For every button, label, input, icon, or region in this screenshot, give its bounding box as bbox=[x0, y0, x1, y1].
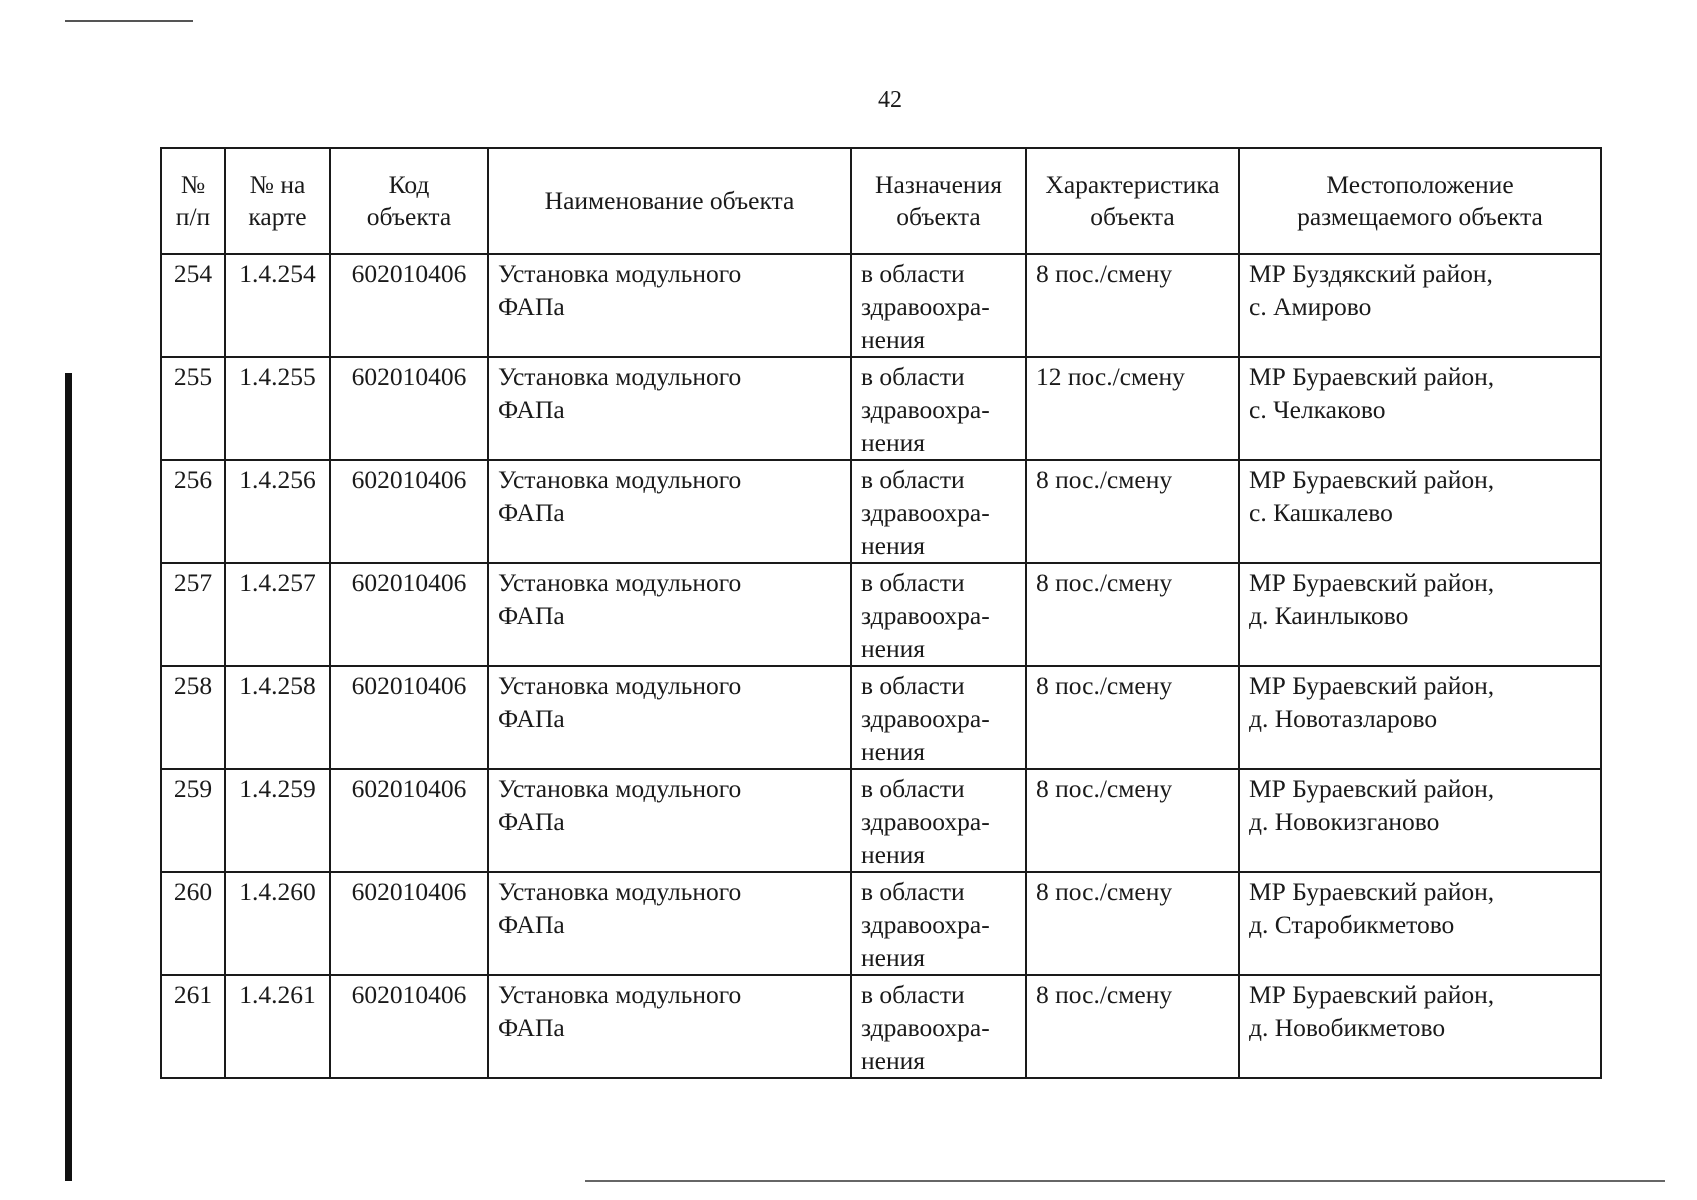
object-name-cell: Установка модульного ФАПа bbox=[488, 769, 851, 872]
object-code-cell: 602010406 bbox=[330, 254, 488, 357]
object-location-cell: МР Буздякский район, с. Амирово bbox=[1239, 254, 1601, 357]
map-number-cell: 1.4.257 bbox=[225, 563, 330, 666]
row-number-cell: 258 bbox=[161, 666, 225, 769]
object-location-cell: МР Бураевский район, д. Новобикметово bbox=[1239, 975, 1601, 1078]
object-purpose-cell: в области здравоохра- нения bbox=[851, 975, 1026, 1078]
map-number-cell: 1.4.261 bbox=[225, 975, 330, 1078]
object-name-cell: Установка модульного ФАПа bbox=[488, 254, 851, 357]
object-purpose-cell: в области здравоохра- нения bbox=[851, 666, 1026, 769]
object-location-cell: МР Бураевский район, д. Новотазларово bbox=[1239, 666, 1601, 769]
map-number-cell: 1.4.258 bbox=[225, 666, 330, 769]
object-purpose-cell: в области здравоохра- нения bbox=[851, 460, 1026, 563]
map-number-cell: 1.4.260 bbox=[225, 872, 330, 975]
row-number-cell: 259 bbox=[161, 769, 225, 872]
object-characteristic-cell: 8 пос./смену bbox=[1026, 460, 1239, 563]
row-number-cell: 255 bbox=[161, 357, 225, 460]
object-code-cell: 602010406 bbox=[330, 357, 488, 460]
object-characteristic-cell: 8 пос./смену bbox=[1026, 563, 1239, 666]
row-number-cell: 256 bbox=[161, 460, 225, 563]
page-number: 42 bbox=[878, 87, 902, 113]
object-location-cell: МР Бураевский район, д. Каинлыково bbox=[1239, 563, 1601, 666]
object-purpose-cell: в области здравоохра- нения bbox=[851, 254, 1026, 357]
table-row bbox=[161, 460, 1601, 563]
scan-margin-line-top bbox=[65, 20, 193, 22]
scan-margin-line-bottom bbox=[585, 1180, 1665, 1182]
map-number-cell: 1.4.259 bbox=[225, 769, 330, 872]
row-number-cell: 254 bbox=[161, 254, 225, 357]
object-location-cell: МР Бураевский район, с. Кашкалево bbox=[1239, 460, 1601, 563]
map-number-cell: 1.4.256 bbox=[225, 460, 330, 563]
object-location-cell: МР Бураевский район, с. Челкаково bbox=[1239, 357, 1601, 460]
table-row bbox=[161, 666, 1601, 769]
object-name-cell: Установка модульного ФАПа bbox=[488, 460, 851, 563]
object-name-cell: Установка модульного ФАПа bbox=[488, 975, 851, 1078]
row-number-cell: 261 bbox=[161, 975, 225, 1078]
table-row bbox=[161, 357, 1601, 460]
table-row bbox=[161, 254, 1601, 357]
object-characteristic-cell: 8 пос./смену bbox=[1026, 769, 1239, 872]
object-code-cell: 602010406 bbox=[330, 666, 488, 769]
header-object-purpose: Назначения объекта bbox=[851, 148, 1026, 254]
object-name-cell: Установка модульного ФАПа bbox=[488, 666, 851, 769]
objects-table bbox=[160, 147, 1602, 1079]
object-code-cell: 602010406 bbox=[330, 460, 488, 563]
object-code-cell: 602010406 bbox=[330, 769, 488, 872]
object-characteristic-cell: 8 пос./смену bbox=[1026, 872, 1239, 975]
table-row bbox=[161, 872, 1601, 975]
object-code-cell: 602010406 bbox=[330, 872, 488, 975]
row-number-cell: 257 bbox=[161, 563, 225, 666]
object-purpose-cell: в области здравоохра- нения bbox=[851, 769, 1026, 872]
object-code-cell: 602010406 bbox=[330, 563, 488, 666]
header-object-location: Местоположение размещаемого объекта bbox=[1239, 148, 1601, 254]
row-number-cell: 260 bbox=[161, 872, 225, 975]
map-number-cell: 1.4.255 bbox=[225, 357, 330, 460]
object-code-cell: 602010406 bbox=[330, 975, 488, 1078]
object-name-cell: Установка модульного ФАПа bbox=[488, 563, 851, 666]
header-row-number: № п/п bbox=[161, 148, 225, 254]
object-location-cell: МР Бураевский район, д. Старобикметово bbox=[1239, 872, 1601, 975]
object-location-cell: МР Бураевский район, д. Новокизганово bbox=[1239, 769, 1601, 872]
object-characteristic-cell: 8 пос./смену bbox=[1026, 254, 1239, 357]
object-characteristic-cell: 8 пос./смену bbox=[1026, 666, 1239, 769]
scan-margin-bar-left bbox=[65, 373, 72, 1181]
object-characteristic-cell: 12 пос./смену bbox=[1026, 357, 1239, 460]
header-object-code: Код объекта bbox=[330, 148, 488, 254]
object-characteristic-cell: 8 пос./смену bbox=[1026, 975, 1239, 1078]
object-purpose-cell: в области здравоохра- нения bbox=[851, 872, 1026, 975]
header-object-characteristic: Характеристика объекта bbox=[1026, 148, 1239, 254]
table-row bbox=[161, 975, 1601, 1078]
header-map-number: № на карте bbox=[225, 148, 330, 254]
table-row bbox=[161, 563, 1601, 666]
table-row bbox=[161, 769, 1601, 872]
object-name-cell: Установка модульного ФАПа bbox=[488, 357, 851, 460]
header-object-name: Наименование объекта bbox=[488, 148, 851, 254]
object-purpose-cell: в области здравоохра- нения bbox=[851, 357, 1026, 460]
object-purpose-cell: в области здравоохра- нения bbox=[851, 563, 1026, 666]
table-header-row bbox=[161, 148, 1601, 254]
object-name-cell: Установка модульного ФАПа bbox=[488, 872, 851, 975]
map-number-cell: 1.4.254 bbox=[225, 254, 330, 357]
